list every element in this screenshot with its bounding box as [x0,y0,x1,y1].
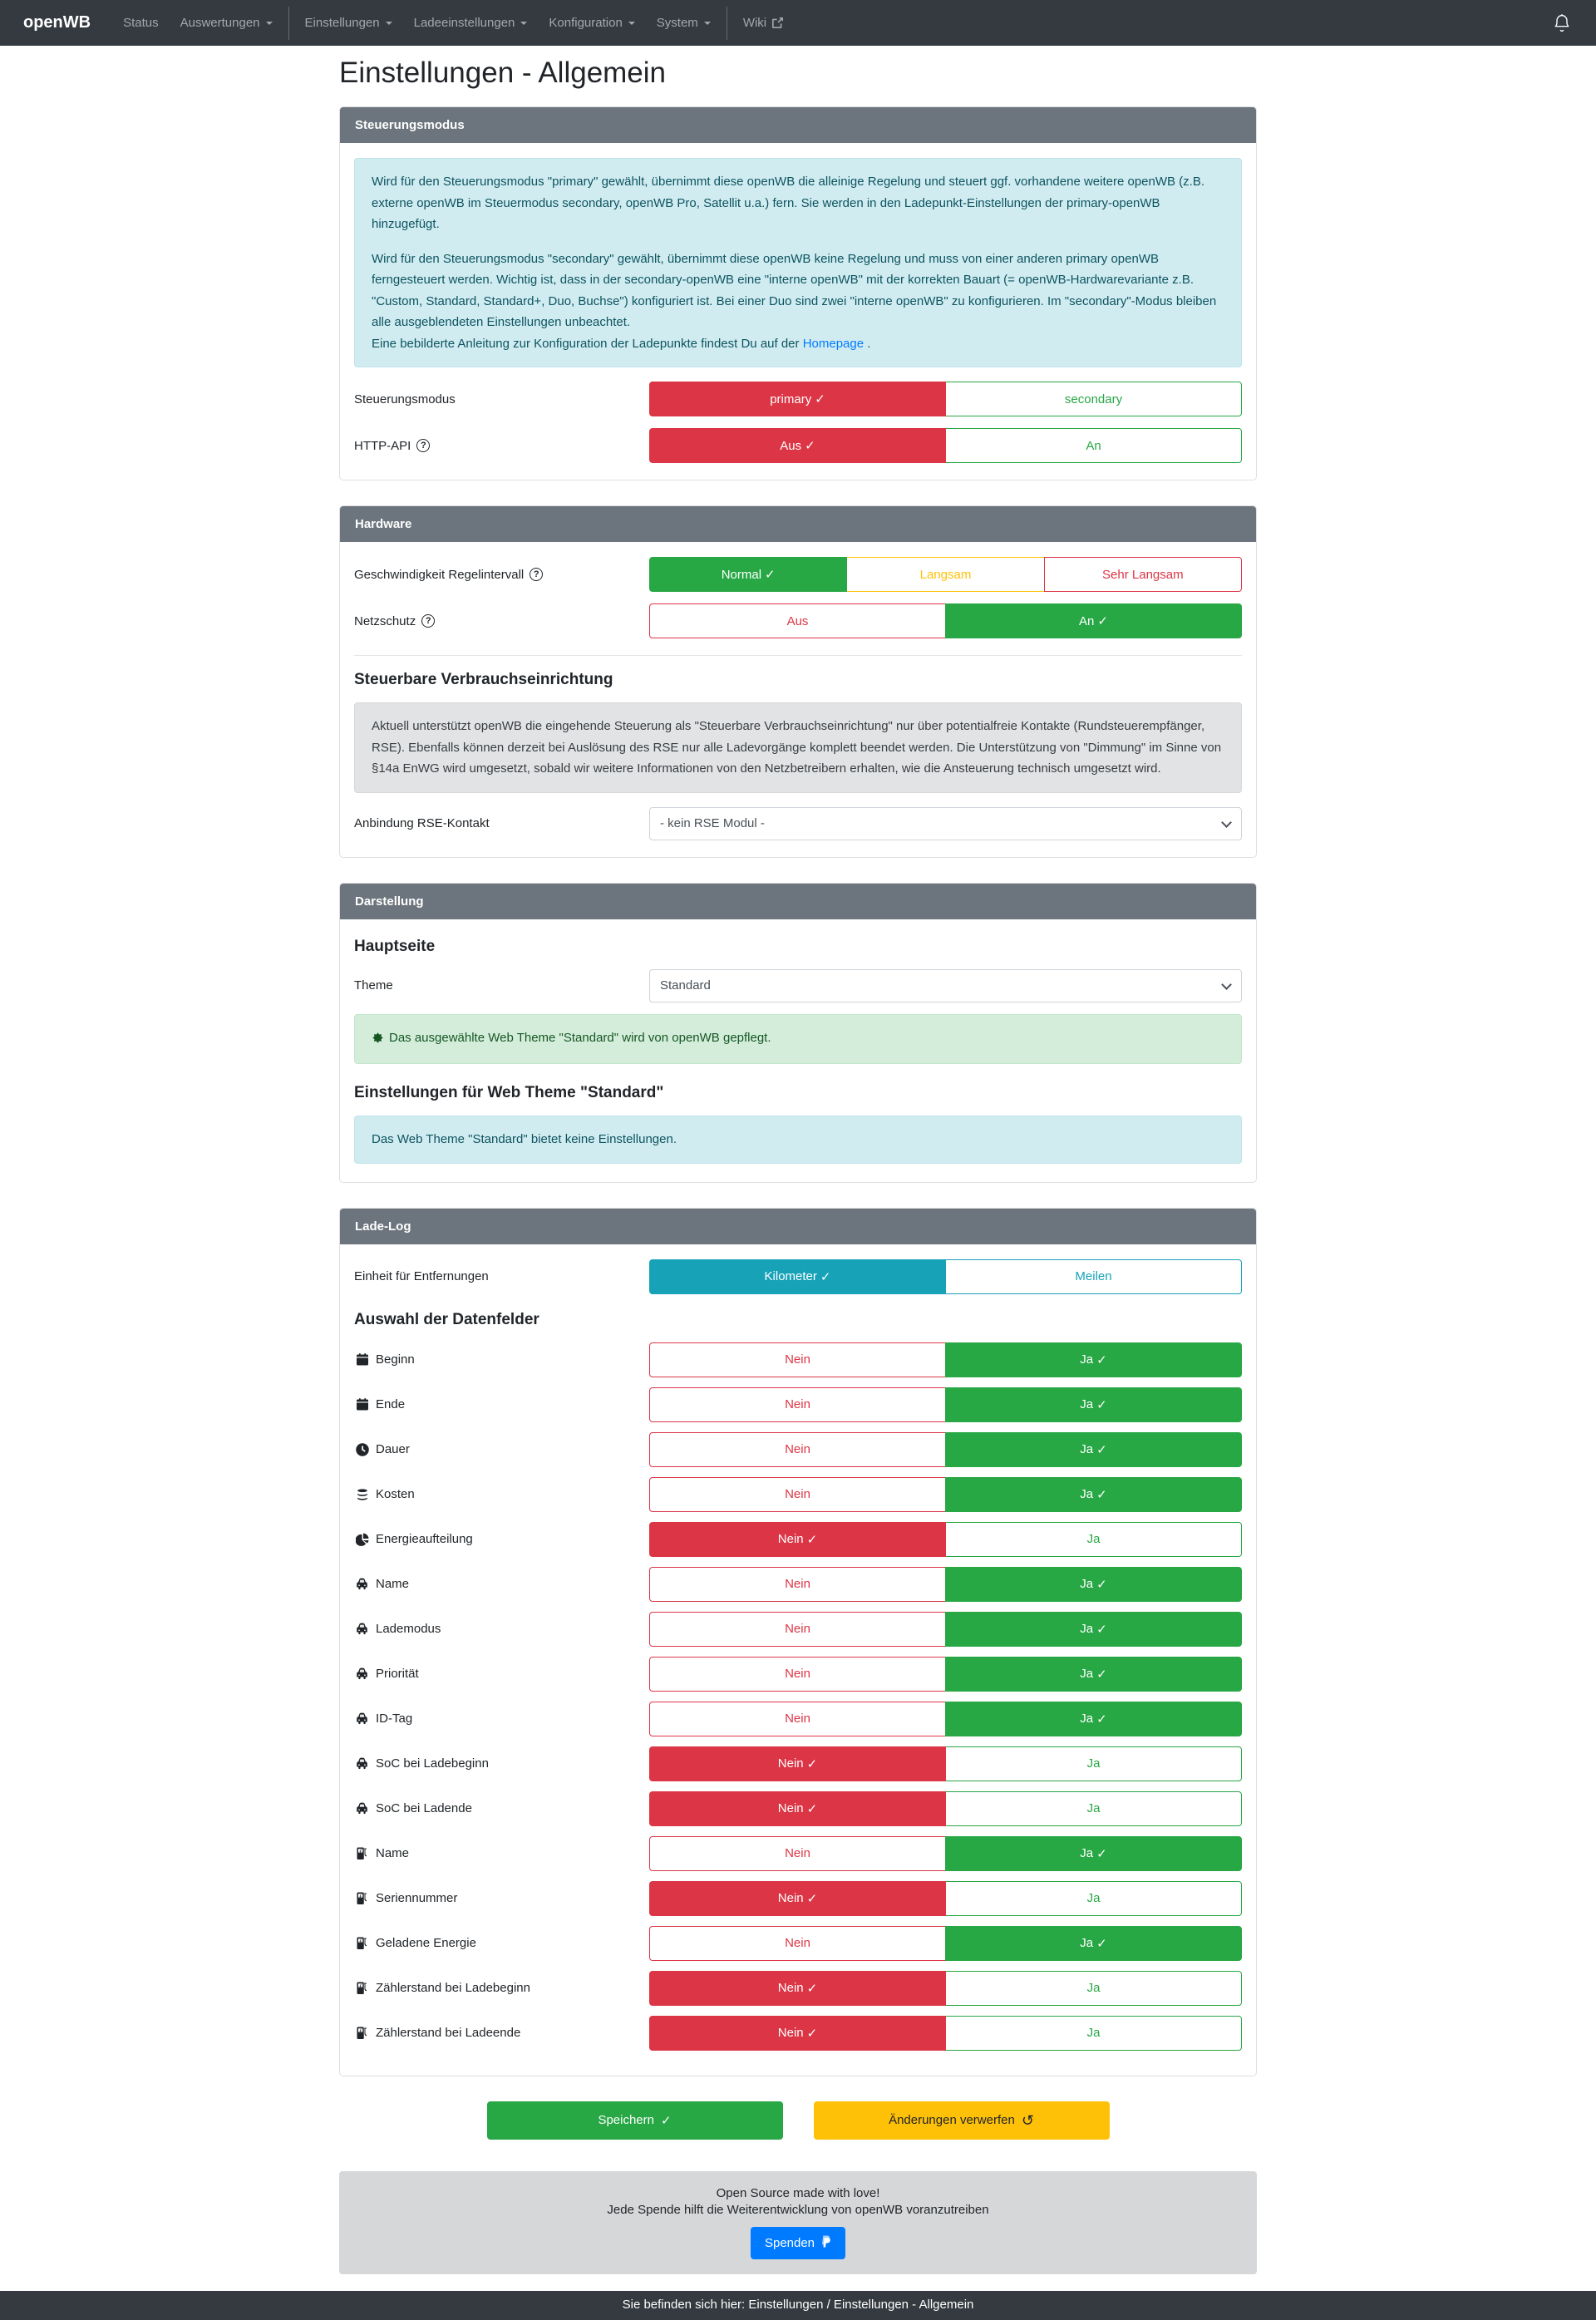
toggle-option-nein[interactable]: Nein ✓ [649,1791,946,1826]
datafield-row [354,1836,1242,1871]
nav-item-status[interactable]: Status [123,16,159,30]
datafield-label: SoC bei Ladebeginn [376,1756,489,1771]
http-api-label: HTTP-API ? [354,439,649,453]
chevron-down-icon [520,22,527,25]
datafield-label: Lademodus [376,1622,441,1636]
toggle-option-ja[interactable]: Ja [945,1522,1242,1557]
datafield-label: Energieaufteilung [376,1532,473,1546]
toggle-option-ja[interactable]: Ja ✓ [945,1342,1242,1377]
check-icon: ✓ [806,1981,818,1996]
toggle-option-meilen[interactable]: Meilen [945,1259,1242,1294]
nav-divider [288,7,289,40]
datafield-row [354,1791,1242,1826]
car-icon [354,1623,370,1635]
toggle-option-ja[interactable]: Ja [945,1881,1242,1916]
toggle-option-ja[interactable]: Ja ✓ [945,1657,1242,1692]
datafield-toggle [649,1657,1242,1692]
save-button[interactable]: Speichern ✓ [487,2101,783,2140]
toggle-option-ja[interactable]: Ja [945,1971,1242,2006]
steuerungsmodus-card [339,106,1257,480]
datafield-row [354,1702,1242,1736]
check-icon: ✓ [806,1801,818,1816]
datafield-toggle [649,1567,1242,1602]
check-icon: ✓ [805,439,815,453]
datafield-label: Dauer [376,1442,410,1456]
datafield-label: Geladene Energie [376,1936,476,1950]
verbrauchseinrichtung-heading: Steuerbare Verbrauchseinrichtung [354,671,613,688]
theme-maintained-alert: Das ausgewählte Web Theme "Standard" wird von openWB gepflegt. [354,1014,1242,1065]
card-header-darstellung: Darstellung [340,884,1256,919]
netzschutz-toggle [649,603,1242,638]
help-icon[interactable]: ? [416,439,430,452]
help-icon[interactable]: ? [530,568,543,581]
datafield-toggle [649,1926,1242,1961]
toggle-option-primary[interactable]: primary ✓ [649,382,946,416]
coins-icon [354,1488,370,1501]
datafield-row [354,1567,1242,1602]
chevron-down-icon [386,22,392,25]
verbrauchseinrichtung-alert: Aktuell unterstützt openWB die eingehende Steuerung als "Steuerbare Verbrauchseinrichtung" nur über potentialfreie Kontakte (Rundsteuerempfänger, RSE). Ebenfalls können derzeit bei Auslösung des RSE nur alle Ladevorgänge komplett beendet werden. Die Unterstützung von "Dimmung" im Sinne von §14a EnWG wird umgesetzt, sobald wir weitere Informationen von den Netzbetreibern erhalten, wie die Ansteuerung technisch umgesetzt wird. [354,702,1242,793]
flower-icon [372,1030,384,1052]
datafield-label: Beginn [376,1352,415,1367]
toggle-option-nein[interactable]: Nein ✓ [649,1522,946,1557]
undo-icon: ↺ [1021,2111,1034,2129]
netzschutz-row [354,603,1242,638]
car-icon [354,1712,370,1725]
rse-kontakt-row [354,807,1242,840]
chevron-down-icon [628,22,635,25]
check-icon: ✓ [1096,1577,1107,1592]
nav-item-wiki[interactable]: Wiki [732,0,794,46]
page-title: Einstellungen - Allgemein [339,57,667,89]
datafield-label: Priorität [376,1667,419,1681]
datafield-label: Name [376,1577,410,1591]
check-icon: ✓ [1096,1712,1107,1726]
entfernungen-label: Einheit für Entfernungen [354,1269,489,1283]
datafield-toggle [649,1387,1242,1422]
toggle-option-nein[interactable]: Nein [649,1387,946,1422]
toggle-option-an[interactable]: An ✓ [945,603,1242,638]
datafield-toggle [649,1342,1242,1377]
top-navbar [0,0,1596,46]
datafield-toggle [649,2016,1242,2051]
toggle-option-kilometer[interactable]: Kilometer ✓ [649,1259,946,1294]
car-icon [354,1757,370,1770]
rse-kontakt-label: Anbindung RSE-Kontakt [354,816,490,830]
toggle-option-nein[interactable]: Nein ✓ [649,1971,946,2006]
theme-label: Theme [354,978,393,993]
toggle-option-nein[interactable]: Nein [649,1836,946,1871]
check-icon: ✓ [815,392,825,406]
check-icon: ✓ [1096,1352,1107,1367]
steuerungsmodus-row [354,382,1242,416]
toggle-option-aus[interactable]: Aus [649,603,946,638]
datafield-row [354,1612,1242,1647]
discard-button[interactable]: Änderungen verwerfen ↺ [814,2101,1110,2140]
check-icon: ✓ [1096,1667,1107,1682]
datafield-label: Ende [376,1397,406,1411]
toggle-option-ja[interactable]: Ja [945,1791,1242,1826]
datafield-row [354,1342,1242,1377]
calendar-icon [354,1398,370,1411]
datafield-row [354,1971,1242,2006]
datafield-label: Kosten [376,1487,415,1501]
check-icon: ✓ [1096,1846,1107,1861]
toggle-option-nein[interactable]: Nein [649,1342,946,1377]
check-icon: ✓ [1096,1622,1107,1637]
check-icon: ✓ [806,1532,818,1547]
theme-row [354,969,1242,1002]
datafield-row [354,1926,1242,1961]
datenfelder-heading: Auswahl der Datenfelder [354,1310,539,1328]
card-header-steuerungsmodus: Steuerungsmodus [340,107,1256,143]
toggle-option-nein[interactable]: Nein [649,1926,946,1961]
charging-station-icon [354,1847,370,1860]
hauptseite-heading: Hauptseite [354,937,436,955]
check-icon: ✓ [1096,1442,1107,1457]
donation-footer [339,2171,1257,2274]
datafield-row [354,1477,1242,1512]
datafield-row [354,1657,1242,1692]
nav-items [112,0,794,46]
entfernungen-row [354,1259,1242,1294]
regelintervall-toggle [649,557,1242,592]
brand-logo[interactable]: openWB [23,13,91,32]
entfernungen-toggle [649,1259,1242,1294]
check-icon: ✓ [820,1269,831,1284]
donate-button[interactable]: Spenden [751,2227,845,2259]
datafield-toggle [649,1836,1242,1871]
toggle-option-an[interactable]: An [945,428,1242,463]
toggle-option-ja[interactable]: Ja [945,2016,1242,2051]
help-icon[interactable]: ? [421,614,435,628]
check-icon: ✓ [1096,1936,1107,1951]
regelintervall-label: Geschwindigkeit Regelintervall ? [354,568,649,582]
chart-pie-icon [354,1533,370,1546]
check-icon: ✓ [806,1756,818,1771]
datafield-toggle [649,1791,1242,1826]
charging-station-icon [354,1937,370,1950]
toggle-option-ja[interactable]: Ja ✓ [945,1387,1242,1422]
toggle-option-langsam[interactable]: Langsam [846,557,1044,592]
datafield-row [354,1387,1242,1422]
nav-item-auswertungen[interactable]: Auswertungen [170,0,283,46]
charging-station-icon [354,1892,370,1905]
datafield-toggle [649,1881,1242,1916]
check-icon: ✓ [660,2113,672,2128]
toggle-option-ja[interactable]: Ja ✓ [945,1567,1242,1602]
toggle-option-sehr-langsam[interactable]: Sehr Langsam [1044,557,1242,592]
toggle-option-nein[interactable]: Nein ✓ [649,1881,946,1916]
breadcrumb-bar [0,2291,1596,2320]
info-paragraph-2: Wird für den Steuerungsmodus "secondary" gewählt, übernimmt diese openWB keine Regelung und muss von einer anderen primary openWB ferngesteuert werden. Wichtig ist, dass in der secondary-openWB eine "interne openWB" mit der korrekten Bauart (= openWB-Hardwarevariante z.B. "Custom, Standard, Standard+, Duo, Buchse") konfiguriert ist. Bei einer Duo sind zwei "interne openWB" zu konfigurieren. Im "secondary"-Modus bleiben alle ausgeblendeten Einstellungen unbeachtet. Eine bebilderte Anleitung zur Konfiguration der Ladepunkte findest Du auf der Homepage . [372,251,1217,351]
toggle-option-normal[interactable]: Normal ✓ [649,557,847,592]
nav-item-einstellungen[interactable]: Einstellungen [294,0,403,46]
check-icon: ✓ [1097,614,1108,628]
http-api-row [354,428,1242,463]
footer-line-2: Jede Spende hilft die Weiterentwicklung von openWB voranzutreiben [607,2202,989,2217]
toggle-option-ja[interactable]: Ja ✓ [945,1926,1242,1961]
datafield-label: Zählerstand bei Ladeende [376,2026,521,2040]
toggle-option-nein[interactable]: Nein [649,1612,946,1647]
datafield-label: Name [376,1846,410,1860]
toggle-option-ja[interactable]: Ja ✓ [945,1836,1242,1871]
datafields-list [354,1342,1242,2051]
datafield-row [354,1746,1242,1781]
web-theme-heading: Einstellungen für Web Theme "Standard" [354,1084,664,1101]
action-buttons [339,2101,1257,2140]
datafield-toggle [649,1432,1242,1467]
charging-station-icon [354,1982,370,1995]
check-icon: ✓ [1096,1487,1107,1502]
breadcrumb: Sie befinden sich hier: Einstellungen / Einstellungen - Allgemein [622,2297,974,2312]
datafield-row [354,1432,1242,1467]
steuerungsmodus-info-alert [354,158,1242,367]
calendar-icon [354,1353,370,1367]
chevron-down-icon [266,22,273,25]
steuerungsmodus-toggle [649,382,1242,416]
paypal-icon [820,2235,831,2251]
check-icon: ✓ [765,568,776,582]
datafield-row [354,1522,1242,1557]
datafield-row [354,2016,1242,2051]
nav-item-system[interactable]: System [646,0,722,46]
notifications-bell-icon[interactable] [1553,13,1571,33]
car-icon [354,1667,370,1680]
toggle-option-ja[interactable]: Ja ✓ [945,1702,1242,1736]
chevron-down-icon [704,22,711,25]
datafield-toggle [649,1702,1242,1736]
datafield-label: SoC bei Ladende [376,1801,472,1815]
clock-icon [354,1443,370,1456]
datafield-label: ID-Tag [376,1712,413,1726]
check-icon: ✓ [806,1891,818,1906]
nav-item-konfiguration[interactable]: Konfiguration [538,0,645,46]
hardware-card [339,505,1257,858]
web-theme-alert: Das Web Theme "Standard" bietet keine Einstellungen. [354,1116,1242,1164]
footer-line-1: Open Source made with love! [716,2185,880,2200]
info-paragraph-1: Wird für den Steuerungsmodus "primary" gewählt, übernimmt diese openWB die alleinige Regelung und steuert ggf. vorhandene weitere openWB (z.B. externe openWB im Steuermodus secondary, openWB Pro, Satellit u.a.) fern. Sie werden in den Ladepunkt-Einstellungen der primary-openWB hinzugefügt. [372,175,1205,231]
external-link-icon [772,17,783,28]
car-icon [354,1578,370,1590]
toggle-option-nein[interactable]: Nein [649,1432,946,1467]
check-icon: ✓ [806,2026,818,2041]
charging-station-icon [354,2027,370,2040]
toggle-option-nein[interactable]: Nein ✓ [649,2016,946,2051]
toggle-option-ja[interactable]: Ja ✓ [945,1432,1242,1467]
car-icon [354,1802,370,1815]
steuerungsmodus-label: Steuerungsmodus [354,392,456,406]
datafield-toggle [649,1971,1242,2006]
lade-log-card [339,1208,1257,2076]
toggle-option-nein[interactable]: Nein [649,1567,946,1602]
toggle-option-nein[interactable]: Nein [649,1702,946,1736]
datafield-label: Zählerstand bei Ladebeginn [376,1981,530,1995]
toggle-option-ja[interactable]: Ja ✓ [945,1612,1242,1647]
datafield-row [354,1881,1242,1916]
datafield-label: Seriennummer [376,1891,458,1905]
regelintervall-row [354,557,1242,592]
http-api-toggle [649,428,1242,463]
check-icon: ✓ [1096,1397,1107,1412]
homepage-link[interactable]: Homepage [802,336,864,351]
netzschutz-label: Netzschutz ? [354,614,649,628]
card-header-lade-log: Lade-Log [340,1209,1256,1244]
toggle-option-secondary[interactable]: secondary [945,382,1242,416]
datafield-toggle [649,1746,1242,1781]
datafield-toggle [649,1522,1242,1557]
toggle-option-nein[interactable]: Nein ✓ [649,1746,946,1781]
theme-select[interactable] [649,969,1242,1002]
datafield-toggle [649,1477,1242,1512]
darstellung-card [339,883,1257,1183]
nav-item-ladeeinstellungen[interactable]: Ladeeinstellungen [403,0,539,46]
toggle-option-ja[interactable]: Ja ✓ [945,1477,1242,1512]
datafield-toggle [649,1612,1242,1647]
rse-modul-select[interactable] [649,807,1242,840]
toggle-option-nein[interactable]: Nein [649,1657,946,1692]
card-header-hardware: Hardware [340,506,1256,542]
info-paragraph-3: Eine bebilderte Anleitung zur Konfiguration der Ladepunkte findest Du auf der [372,336,803,351]
divider [354,655,1242,656]
toggle-option-ja[interactable]: Ja [945,1746,1242,1781]
toggle-option-aus[interactable]: Aus ✓ [649,428,946,463]
toggle-option-nein[interactable]: Nein [649,1477,946,1512]
